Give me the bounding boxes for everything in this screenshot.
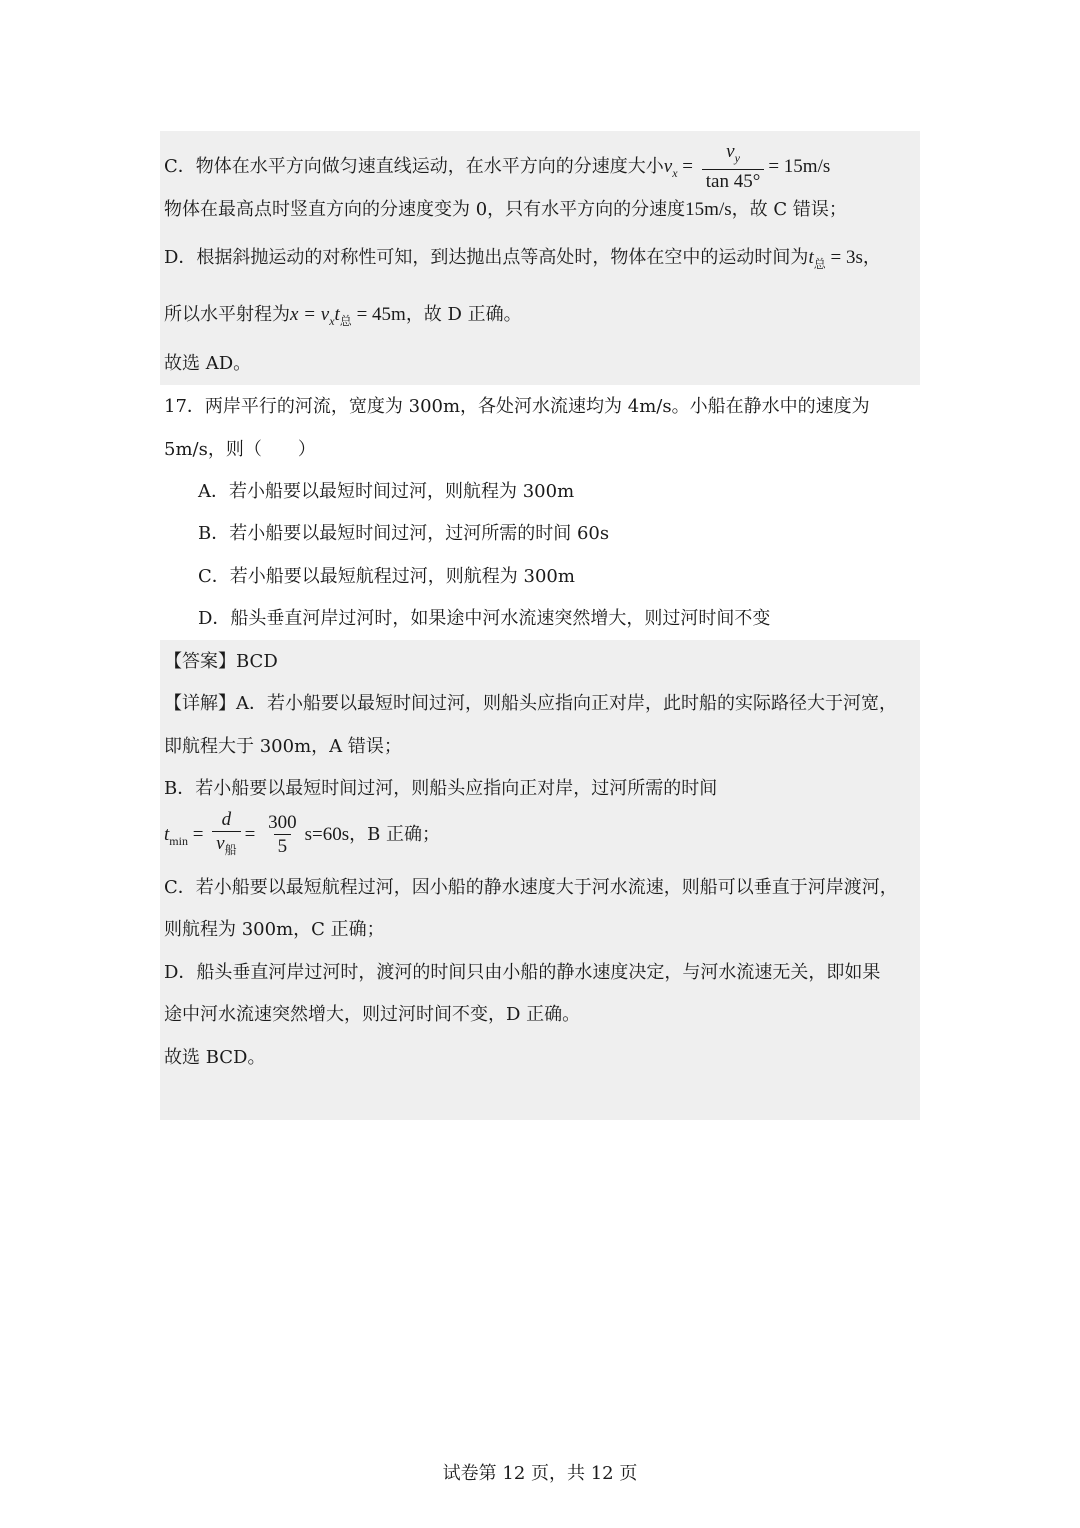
q17-option-d: D．船头垂直河岸过河时，如果途中河水流速突然增大，则过河时间不变 [198, 608, 771, 629]
q17-stem-line2: 5m/s，则（ ） [164, 439, 316, 460]
sol17-answer: 【答案】BCD [164, 651, 278, 672]
q17-option-a: A．若小船要以最短时间过河，则航程为 300m [198, 481, 575, 502]
sol16-d-line2: 所以水平射程为$x = v_xt_总 = 45m$，故 D 正确。 [164, 304, 522, 328]
sol16-c-line2: 物体在最高点时竖直方向的分速度变为 0，只有水平方向的分速度15m/s，故 C 错误； [164, 199, 847, 220]
c-fraction: $\frac{v_y}{\tan 45^\circ}$ [702, 142, 765, 193]
q17-stem-line1: 17．两岸平行的河流，宽度为 300m，各处河水流速均为 4m/s。小船在静水中的速度为 [164, 396, 870, 417]
b-fraction-2: $\frac{300}{5}$ [268, 811, 297, 857]
sol17-a-line1: 【详解】A．若小船要以最短时间过河，则船头应指向正对岸，此时船的实际路径大于河宽， [164, 693, 897, 714]
sol17-b-line1: B．若小船要以最短时间过河，则船头应指向正对岸，过河所需的时间 [164, 778, 718, 799]
sol17-b-formula: $t_{min}$ = $\frac{d}{v_船}$ = $\frac{300}{5}$ s=60s，B 正确； [164, 810, 440, 861]
q17-option-b: B．若小船要以最短时间过河，过河所需的时间 60s [198, 523, 610, 544]
q17-option-c: C．若小船要以最短航程过河，则航程为 300m [198, 566, 575, 587]
sol16-d-line1: D．根据斜抛运动的对称性可知，到达抛出点等高处时，物体在空中的运动时间为$t_总 = 3s$， [164, 247, 881, 271]
sol17-c-line2: 则航程为 300m，C 正确； [164, 919, 385, 940]
sol16-c-line1: C．物体在水平方向做匀速直线运动，在水平方向的分速度大小$v_x$ = $\frac{v_y}{\tan 45^\circ}$ = 15m/s [164, 141, 831, 192]
sol17-d-line1: D．船头垂直河岸过河时，渡河的时间只由小船的静水速度决定，与河水流速无关，即如果 [164, 962, 881, 983]
b-fraction-1: $\frac{d}{v_船}$ [212, 810, 240, 861]
sol17-c-line1: C．若小船要以最短航程过河，因小船的静水速度大于河水流速，则船可以垂直于河岸渡河， [164, 877, 898, 898]
page-footer: 试卷第 12 页，共 12 页 [442, 1463, 638, 1484]
sol17-final: 故选 BCD。 [164, 1047, 266, 1068]
sol17-d-line2: 途中河水流速突然增大，则过河时间不变，D 正确。 [164, 1004, 581, 1025]
sol16-answer: 故选 AD。 [164, 353, 252, 374]
sol17-a-line2: 即航程大于 300m，A 错误； [164, 736, 402, 757]
